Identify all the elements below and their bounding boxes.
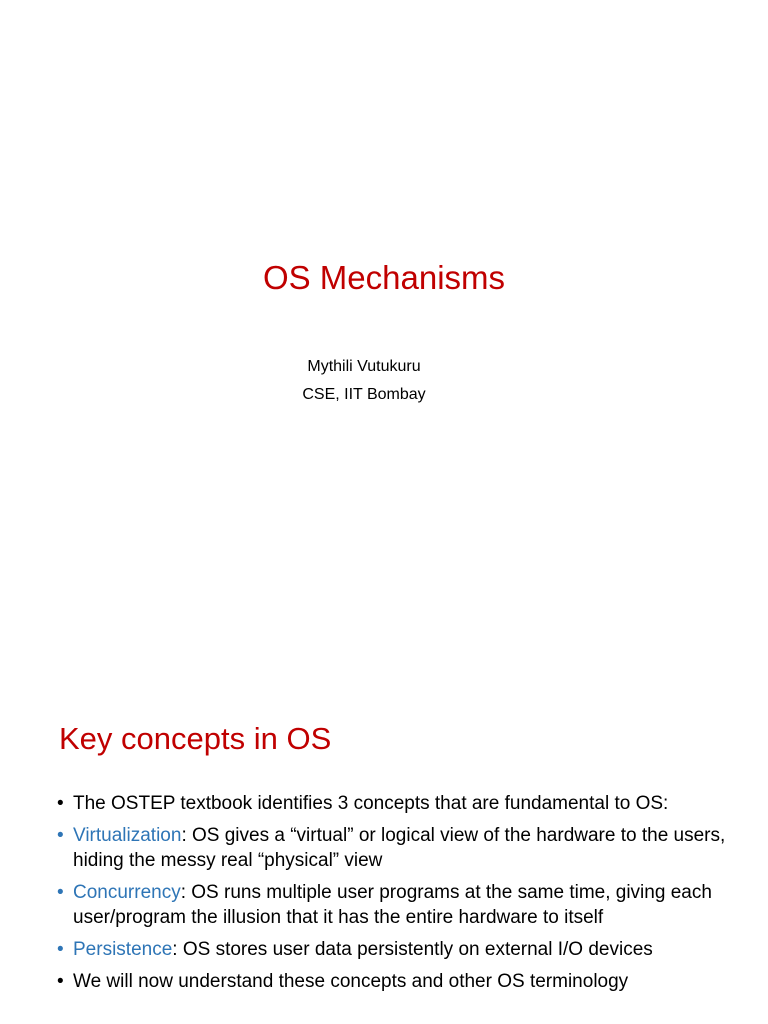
slide-subtitle [0,353,768,409]
section-title: Key concepts in OS [59,721,332,756]
content-slide [0,512,768,1024]
bullet-text: : OS stores user data persistently on external I/O devices [172,939,653,960]
bullet-dot-icon: • [57,939,64,960]
author-name: Mythili Vutukuru [307,358,421,375]
bullet-item [55,823,735,873]
slide-title: OS Mechanisms [262,259,506,296]
bullet-dot-icon: • [57,825,64,846]
bullet-item [55,969,735,994]
author-affiliation: CSE, IIT Bombay [302,386,426,403]
bullet-term: Persistence [73,939,173,960]
bullet-text: The OSTEP textbook identifies 3 concepts that are fundamental to OS: [73,793,669,814]
bullet-item [55,880,735,930]
bullet-term: Virtualization [73,825,182,846]
bullet-text: We will now understand these concepts and other OS terminology [73,971,629,992]
bullet-text: : OS runs multiple user programs at the same time, giving each user/program the illusion that it has the entire hardware to itself [73,882,712,928]
bullet-text: : OS gives a “virtual” or logical view of the hardware to the users, hiding the messy real “physical” view [73,825,726,871]
bullet-dot-icon: • [57,971,64,992]
bullet-dot-icon: • [57,793,64,814]
bullet-dot-icon: • [57,882,64,903]
bullet-term: Concurrency [73,882,181,903]
bullet-item [55,937,735,962]
bullet-list [55,791,735,1001]
bullet-item [55,791,735,816]
